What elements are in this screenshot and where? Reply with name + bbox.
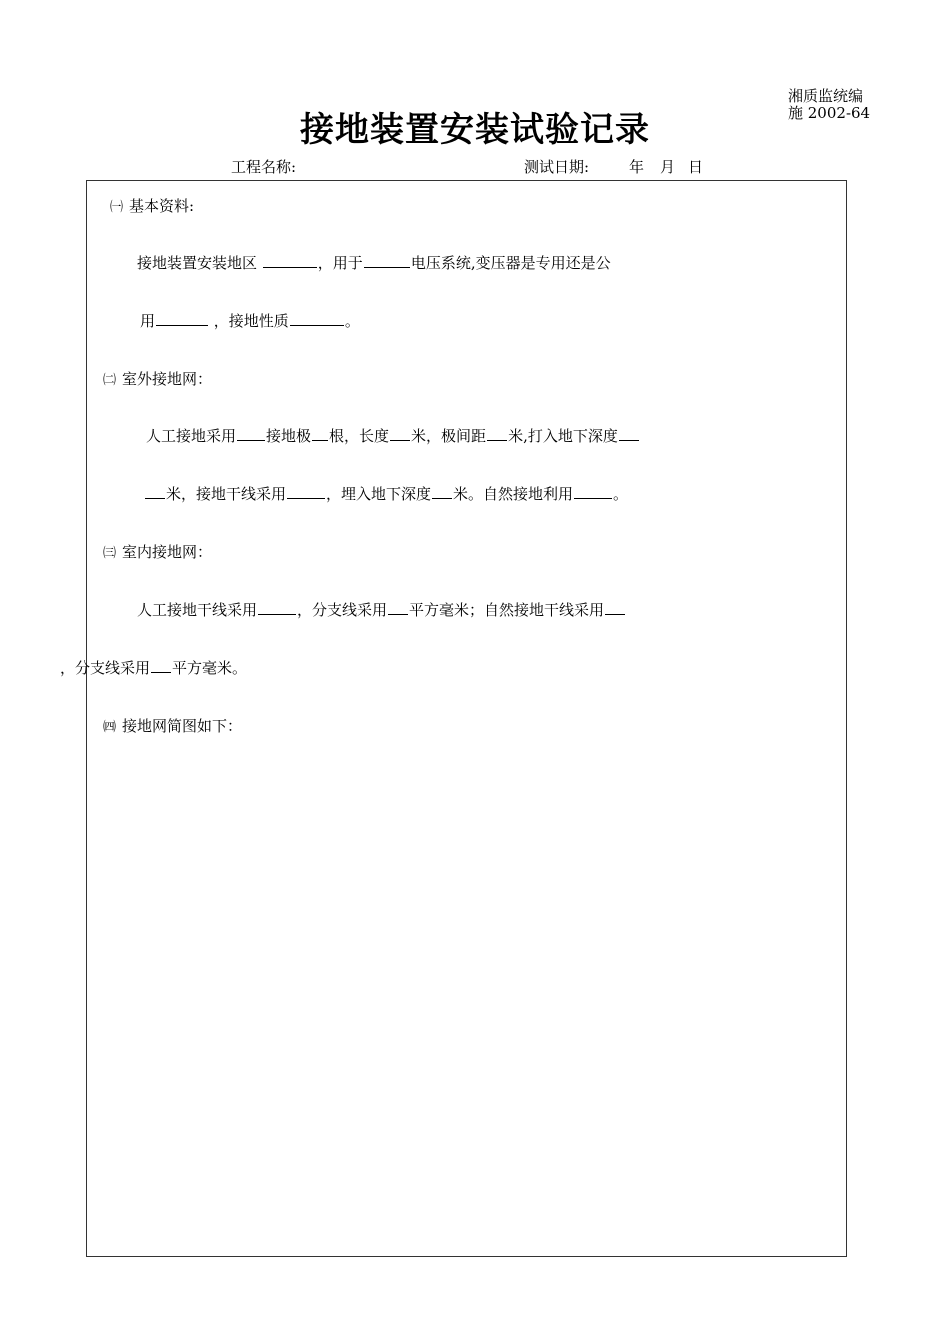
voltage-system-blank[interactable]	[364, 253, 410, 268]
date-month-label: 月	[660, 158, 676, 176]
branch-size-blank[interactable]	[388, 600, 408, 615]
text-segment: 米。自然接地利用	[453, 485, 574, 503]
main-conductor-type-blank[interactable]	[287, 484, 325, 499]
test-date-label: 测试日期:	[524, 158, 590, 176]
section-grid-diagram-heading	[103, 716, 242, 738]
section-marker-4: ㈣	[103, 720, 117, 735]
section-marker-2: ㈡	[103, 373, 117, 388]
text-segment: ，埋入地下深度	[326, 485, 432, 503]
outdoor-grid-line-1	[146, 426, 640, 446]
grid-diagram-area[interactable]	[100, 750, 830, 1240]
grounding-nature-blank[interactable]	[290, 311, 344, 326]
section-heading-text: 基本资料:	[129, 197, 195, 215]
text-segment: ，用于	[317, 254, 363, 272]
document-title: 接地装置安装试验记录	[300, 110, 650, 150]
text-segment: 米,打入地下深度	[508, 427, 618, 445]
date-day-label: 日	[688, 158, 704, 176]
text-segment: 平方毫米；自然接地干线采用	[409, 601, 605, 619]
section-heading-text: 室外接地网：	[122, 370, 213, 388]
section-basic-info-heading	[110, 196, 194, 218]
text-segment: 。	[344, 312, 360, 330]
section-indoor-grid-heading	[103, 542, 212, 564]
transformer-usage-blank[interactable]	[156, 311, 208, 326]
natural-ground-blank[interactable]	[574, 484, 612, 499]
section-marker-3: ㈢	[103, 546, 117, 561]
section-heading-text: 接地网简图如下：	[122, 717, 243, 735]
drive-depth-blank[interactable]	[619, 426, 639, 441]
electrode-length-blank[interactable]	[390, 426, 410, 441]
indoor-grid-line-1	[137, 600, 626, 620]
drive-depth-continued-blank[interactable]	[145, 484, 165, 499]
electrode-spacing-blank[interactable]	[487, 426, 507, 441]
text-segment: 接地极	[266, 427, 312, 445]
install-area-blank[interactable]	[263, 253, 317, 268]
text-segment: 平方毫米。	[172, 659, 248, 677]
burial-depth-blank[interactable]	[432, 484, 452, 499]
section-heading-text: 室内接地网：	[122, 543, 213, 561]
text-segment: 用	[140, 312, 156, 330]
text-segment: ，分支线采用	[297, 601, 388, 619]
text-segment: 米，极间距	[411, 427, 487, 445]
project-name-label: 工程名称:	[231, 158, 297, 176]
electrode-count-blank[interactable]	[312, 426, 328, 441]
indoor-main-conductor-blank[interactable]	[258, 600, 296, 615]
natural-branch-size-blank[interactable]	[151, 658, 171, 673]
basic-info-line-2	[140, 311, 360, 331]
form-code-line1: 湘质监统编	[788, 87, 864, 105]
text-segment: ，接地性质	[213, 312, 289, 330]
artificial-ground-type-blank[interactable]	[237, 426, 265, 441]
text-segment: 电压系统,变压器是专用还是公	[410, 254, 611, 272]
outdoor-grid-line-2	[144, 484, 628, 504]
text-segment: 根，长度	[329, 427, 390, 445]
date-year-label: 年	[629, 158, 645, 176]
text-segment: 人工接地干线采用	[137, 601, 258, 619]
indoor-grid-line-2	[60, 658, 247, 678]
section-outdoor-grid-heading	[103, 369, 212, 391]
text-segment: 人工接地采用	[146, 427, 237, 445]
text-segment: 米，接地干线采用	[166, 485, 287, 503]
text-segment: 。	[613, 485, 629, 503]
natural-main-conductor-blank[interactable]	[605, 600, 625, 615]
basic-info-line-1	[137, 253, 611, 273]
form-code-line2: 施 2002-64	[788, 104, 871, 122]
text-segment: 接地装置安装地区	[137, 254, 258, 272]
text-segment: ，分支线采用	[60, 659, 151, 677]
section-marker-1: ㈠	[110, 200, 124, 215]
